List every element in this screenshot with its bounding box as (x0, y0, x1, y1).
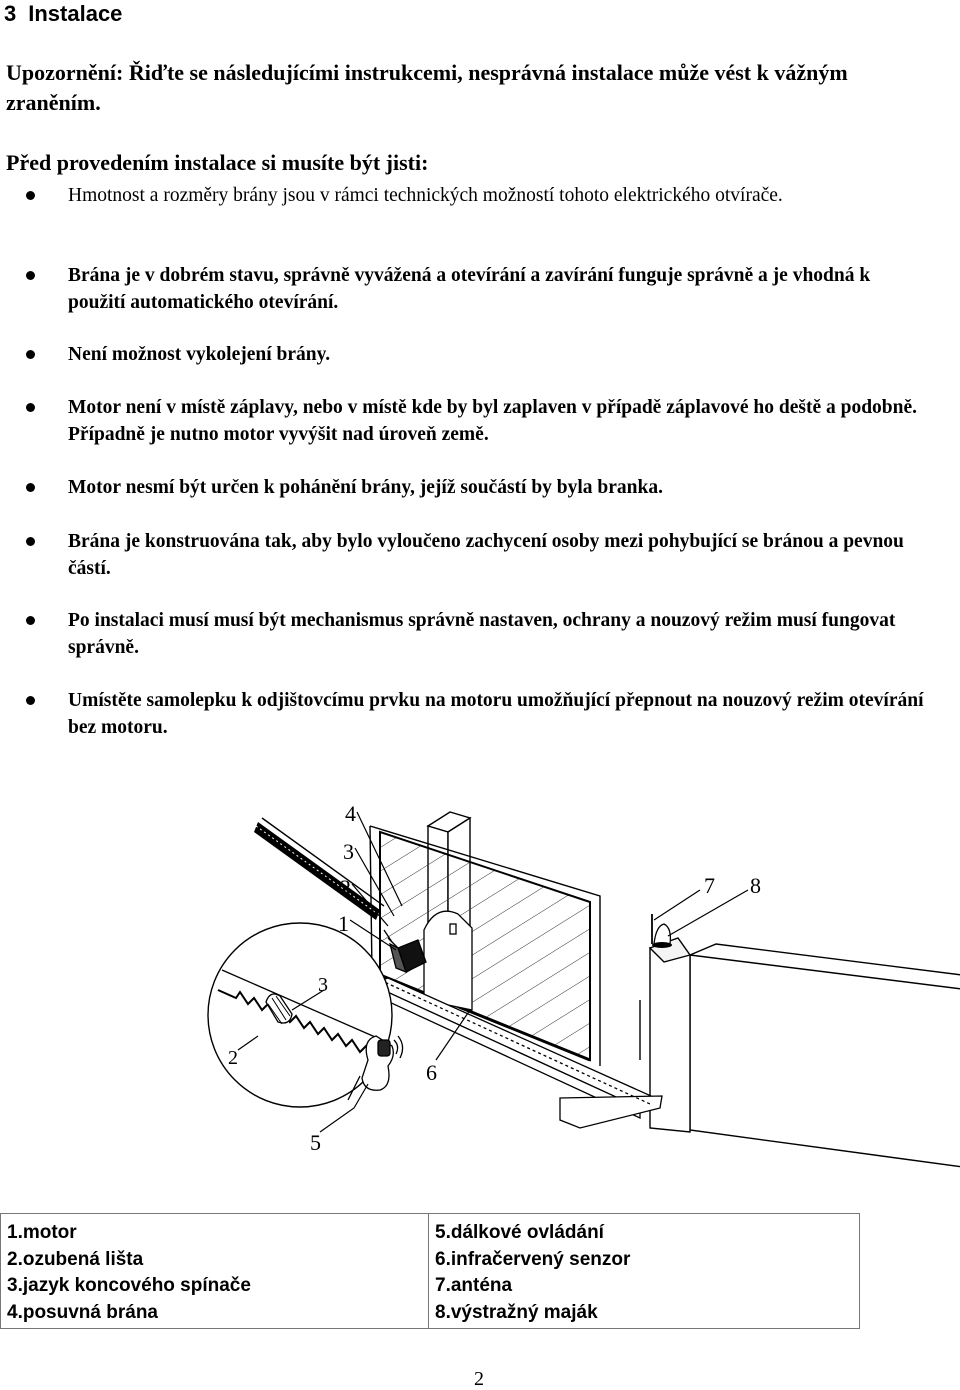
intro-text: Před provedením instalace si musíte být jisti: (6, 150, 429, 175)
list-item: Není možnost vykolejení brány. (26, 341, 931, 368)
gear-rack (254, 818, 384, 920)
list-item: Umístěte samolepku k odjištovcímu prvku na motoru umožňující přepnout na nouzový režim otevírání bez motoru. (26, 687, 931, 741)
callout-3: 3 (343, 839, 354, 864)
bullet-dot-icon (26, 191, 35, 200)
bullet-dot-icon (26, 271, 35, 280)
list-item: Po instalaci musí musí být mechanismus správně nastaven, ochrany a nouzový režim musí fungovat správně. (26, 607, 931, 661)
detail-callout-2: 2 (228, 1047, 238, 1069)
list-item: Brána je v dobrém stavu, správně vyvážená a otevírání a zavírání funguje správně a je vhodná k použití automatického otevírání. (26, 262, 931, 316)
parts-legend-table (0, 1213, 860, 1329)
callout-2: 2 (340, 875, 351, 900)
legend-column-left (1, 1214, 429, 1328)
bullet-dot-icon (26, 537, 35, 546)
legend-item: 6.infračervený senzor (435, 1248, 631, 1270)
list-item: Hmotnost a rozměry brány jsou v rámci technických možností tohoto elektrického otvírače. (26, 182, 931, 209)
legend-item: 5.dálkové ovládání (435, 1222, 604, 1243)
legend-column-right (429, 1214, 859, 1328)
gate-installation-diagram (200, 770, 960, 1190)
detail-callout-3: 3 (318, 974, 328, 996)
legend-item: 7.anténa (435, 1275, 513, 1296)
bullet-dot-icon (26, 403, 35, 412)
section-number: 3 (4, 1, 17, 26)
callout-4: 4 (345, 801, 356, 826)
list-item: Motor není v místě záplavy, nebo v místě kde by byl zaplaven v případě záplavové ho deště a podobně. Případně je nutno motor vyvýšit nad úroveň země. (26, 394, 931, 448)
bullet-dot-icon (26, 483, 35, 492)
legend-item: 2.ozubená lišta (7, 1248, 144, 1270)
section-heading (4, 0, 122, 28)
motor-housing-detail (424, 911, 472, 1010)
callout-1: 1 (338, 911, 349, 936)
warning-text: Upozornění: Řiďte se následujícími instrukcemi, nesprávná instalace může vést k vážným zraněním. (6, 60, 848, 115)
list-item: Motor nesmí být určen k pohánění brány, jejíž součástí by byla branka. (26, 474, 931, 501)
list-item: Brána je konstruována tak, aby bylo vyloučeno zachycení osoby mezi pohybující se bránou a pevnou částí. (26, 528, 931, 582)
fence-wall (690, 944, 960, 1168)
legend-item: 8.výstražný maják (435, 1301, 598, 1323)
callout-8: 8 (750, 873, 761, 898)
section-title: Instalace (28, 1, 123, 26)
callout-7: 7 (704, 873, 715, 898)
legend-item: 3.jazyk koncového spínače (7, 1275, 251, 1296)
legend-item: 4.posuvná brána (7, 1301, 158, 1323)
bullet-dot-icon (26, 616, 35, 625)
callout-6: 6 (426, 1060, 437, 1085)
bullet-dot-icon (26, 696, 35, 705)
bullet-dot-icon (26, 350, 35, 359)
callout-5: 5 (310, 1130, 321, 1155)
legend-item: 1.motor (7, 1222, 77, 1243)
page-number: 2 (474, 1368, 484, 1390)
